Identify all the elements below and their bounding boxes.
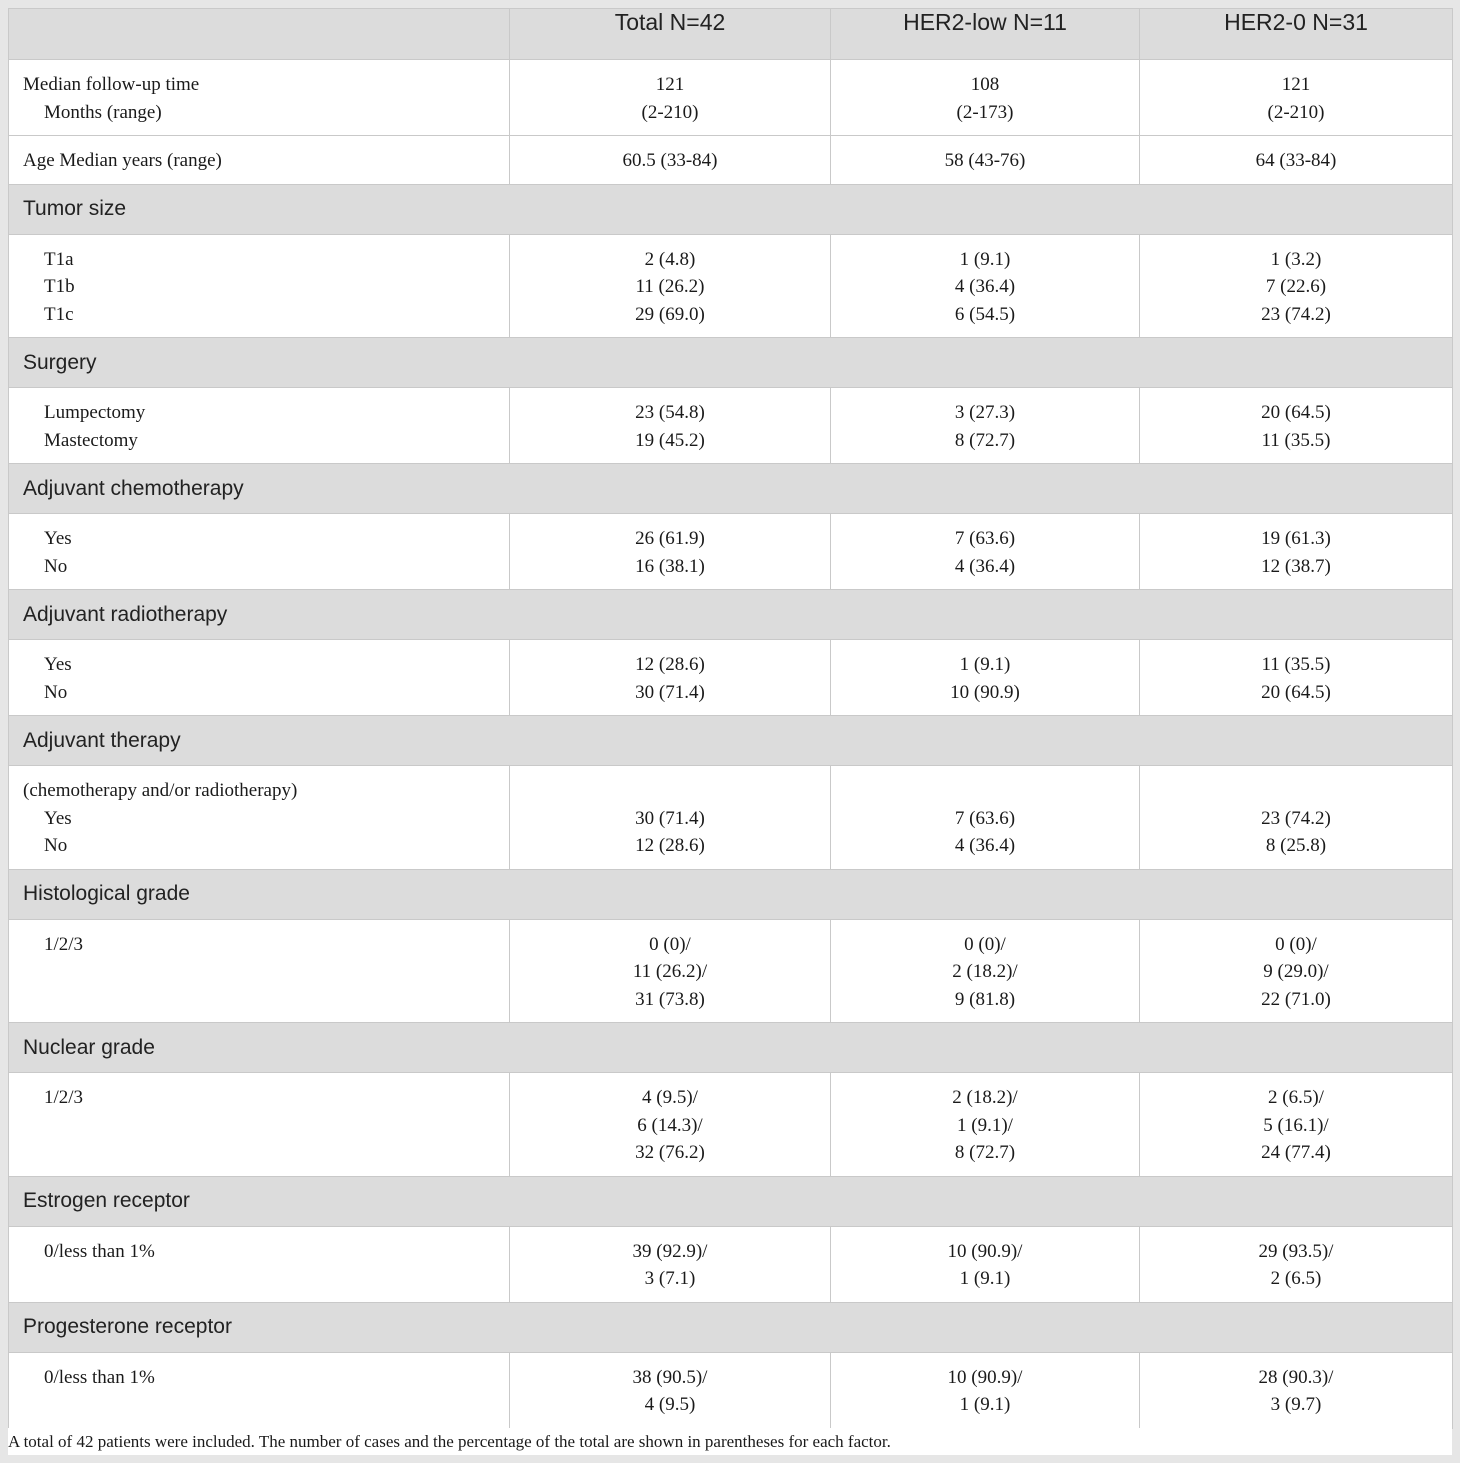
table-row <box>9 1352 1453 1428</box>
table-row <box>9 60 1453 136</box>
total-value <box>510 777 830 805</box>
total-value: 2 (4.8) <box>644 248 696 270</box>
section-heading: Adjuvant chemotherapy <box>9 464 1453 514</box>
total-value-cell <box>510 234 831 338</box>
row-label-cell <box>9 60 510 136</box>
patient-characteristics-table <box>8 8 1453 1429</box>
her2-0-value-cell <box>1140 1073 1453 1177</box>
total-value-cell <box>510 514 831 590</box>
her2-low-value: 4 (36.4) <box>954 555 1016 577</box>
header-total: Total N=42 <box>510 9 831 60</box>
row-label: No <box>44 555 68 577</box>
row-label: Yes <box>44 807 72 829</box>
header-characteristic <box>9 9 510 60</box>
her2-0-value: 23 (74.2) <box>1261 303 1331 325</box>
total-value: 121 <box>655 74 685 95</box>
her2-0-value-cell <box>1140 234 1453 338</box>
total-value: 38 (90.5)/ <box>632 1366 708 1388</box>
row-label-cell <box>9 640 510 716</box>
row-label-cell <box>9 1073 510 1177</box>
her2-low-value-cell <box>831 766 1140 870</box>
her2-low-value <box>831 777 1139 805</box>
her2-0-value: 11 (35.5) <box>1261 429 1331 451</box>
header-row <box>9 9 1453 60</box>
her2-0-value: 24 (77.4) <box>1261 1142 1331 1163</box>
her2-0-value: 8 (25.8) <box>1265 835 1327 856</box>
her2-0-value: (2-210) <box>1267 101 1325 123</box>
row-label: 1/2/3 <box>44 1087 84 1108</box>
total-value: 3 (7.1) <box>644 1268 696 1289</box>
row-label-cell <box>9 234 510 338</box>
section-heading: Adjuvant therapy <box>9 716 1453 766</box>
total-value-cell <box>510 136 831 185</box>
total-value: 19 (45.2) <box>635 429 705 451</box>
section-row <box>9 1176 1453 1226</box>
total-value: 16 (38.1) <box>635 555 705 577</box>
table-row <box>9 919 1453 1023</box>
total-value: (2-210) <box>641 101 699 123</box>
row-label: 0/less than 1% <box>44 1240 155 1262</box>
total-value: 6 (14.3)/ <box>637 1114 703 1136</box>
her2-low-value: 2 (18.2)/ <box>952 1087 1018 1108</box>
total-value: 0 (0)/ <box>649 933 691 955</box>
row-label: 1/2/3 <box>44 933 84 955</box>
table-body <box>9 60 1453 1429</box>
her2-low-value-cell <box>831 1352 1140 1428</box>
her2-0-value: 19 (61.3) <box>1261 528 1331 549</box>
row-label: T1b <box>44 276 75 297</box>
her2-low-value: 10 (90.9) <box>950 681 1020 703</box>
row-label: Yes <box>44 654 72 675</box>
total-value-cell <box>510 766 831 870</box>
table-row <box>9 640 1453 716</box>
row-label-cell <box>9 514 510 590</box>
section-row <box>9 590 1453 640</box>
total-value: 31 (73.8) <box>635 988 705 1010</box>
section-heading: Tumor size <box>9 184 1453 234</box>
table-row <box>9 136 1453 185</box>
section-row <box>9 464 1453 514</box>
her2-low-value-cell <box>831 919 1140 1023</box>
her2-low-value: 58 (43-76) <box>944 150 1026 171</box>
row-label-cell <box>9 1226 510 1302</box>
total-value: 23 (54.8) <box>635 402 705 423</box>
total-value: 30 (71.4) <box>635 807 705 829</box>
her2-0-value: 12 (38.7) <box>1261 555 1331 577</box>
total-value: 26 (61.9) <box>635 528 705 549</box>
her2-0-value <box>1140 777 1452 805</box>
her2-low-value-cell <box>831 514 1140 590</box>
section-heading: Nuclear grade <box>9 1023 1453 1073</box>
row-label-cell <box>9 388 510 464</box>
her2-0-value-cell <box>1140 514 1453 590</box>
her2-low-value: 10 (90.9)/ <box>947 1366 1023 1388</box>
her2-0-value: 64 (33-84) <box>1255 150 1337 171</box>
total-value-cell <box>510 1226 831 1302</box>
total-value-cell <box>510 640 831 716</box>
section-heading: Estrogen receptor <box>9 1176 1453 1226</box>
her2-low-value: 3 (27.3) <box>954 402 1016 423</box>
her2-0-value-cell <box>1140 388 1453 464</box>
her2-low-value: (2-173) <box>956 101 1014 123</box>
table-footnote: A total of 42 patients were included. The number of cases and the percentage of the total are shown in parentheses for each factor. <box>8 1428 1452 1455</box>
row-label: Lumpectomy <box>44 402 146 423</box>
her2-0-value: 20 (64.5) <box>1261 402 1331 423</box>
table-row <box>9 766 1453 870</box>
table-row <box>9 1073 1453 1177</box>
row-label: 0/less than 1% <box>44 1366 155 1388</box>
total-value: 30 (71.4) <box>635 681 705 703</box>
header-her2-low: HER2-low N=11 <box>831 9 1140 60</box>
section-heading: Surgery <box>9 338 1453 388</box>
row-label-cell <box>9 766 510 870</box>
table-row <box>9 234 1453 338</box>
row-label-cell <box>9 1352 510 1428</box>
her2-0-value: 121 <box>1281 74 1311 95</box>
her2-low-value: 1 (9.1) <box>959 654 1011 675</box>
her2-0-value-cell <box>1140 766 1453 870</box>
her2-low-value-cell <box>831 60 1140 136</box>
her2-low-value: 9 (81.8) <box>954 988 1016 1010</box>
her2-low-value: 7 (63.6) <box>954 528 1016 549</box>
her2-low-value-cell <box>831 136 1140 185</box>
her2-0-value-cell <box>1140 1226 1453 1302</box>
her2-low-value: 108 <box>970 74 1000 95</box>
her2-0-value-cell <box>1140 60 1453 136</box>
her2-0-value: 9 (29.0)/ <box>1263 961 1329 982</box>
her2-0-value: 28 (90.3)/ <box>1258 1366 1334 1388</box>
row-label: (chemotherapy and/or radiotherapy) <box>23 780 298 801</box>
her2-low-value-cell <box>831 640 1140 716</box>
section-row <box>9 716 1453 766</box>
section-heading: Progesterone receptor <box>9 1302 1453 1352</box>
row-label: Yes <box>44 528 72 549</box>
section-row <box>9 1023 1453 1073</box>
her2-0-value: 22 (71.0) <box>1261 988 1331 1010</box>
total-value: 4 (9.5)/ <box>642 1087 698 1108</box>
section-row <box>9 184 1453 234</box>
her2-low-value-cell <box>831 1226 1140 1302</box>
her2-low-value: 4 (36.4) <box>954 835 1016 856</box>
total-value-cell <box>510 388 831 464</box>
her2-low-value-cell <box>831 234 1140 338</box>
section-heading: Histological grade <box>9 869 1453 919</box>
section-row <box>9 338 1453 388</box>
row-label: No <box>44 681 68 703</box>
total-value-cell <box>510 1352 831 1428</box>
her2-low-value: 1 (9.1) <box>959 248 1011 270</box>
her2-low-value: 1 (9.1)/ <box>957 1114 1013 1136</box>
her2-low-value: 1 (9.1) <box>959 1268 1011 1289</box>
her2-low-value: 2 (18.2)/ <box>952 961 1018 982</box>
row-label: Mastectomy <box>44 429 138 451</box>
total-value: 12 (28.6) <box>635 835 705 856</box>
her2-0-value: 23 (74.2) <box>1261 807 1331 829</box>
total-value: 4 (9.5) <box>644 1394 696 1415</box>
total-value: 39 (92.9)/ <box>632 1240 708 1262</box>
total-value: 32 (76.2) <box>635 1142 705 1163</box>
her2-low-value-cell <box>831 1073 1140 1177</box>
header-her2-0: HER2-0 N=31 <box>1140 9 1453 60</box>
row-label: Age Median years (range) <box>23 150 222 171</box>
total-value: 11 (26.2) <box>635 276 705 297</box>
her2-0-value: 5 (16.1)/ <box>1263 1114 1329 1136</box>
row-label-cell <box>9 919 510 1023</box>
total-value-cell <box>510 1073 831 1177</box>
her2-low-value: 6 (54.5) <box>954 303 1016 325</box>
her2-low-value: 10 (90.9)/ <box>947 1240 1023 1262</box>
total-value: 11 (26.2)/ <box>632 961 708 982</box>
her2-0-value: 0 (0)/ <box>1275 933 1317 955</box>
her2-low-value: 4 (36.4) <box>954 276 1016 297</box>
section-row <box>9 869 1453 919</box>
row-label: Months (range) <box>44 101 162 123</box>
her2-0-value: 7 (22.6) <box>1265 276 1327 297</box>
table-row <box>9 388 1453 464</box>
row-label-cell <box>9 136 510 185</box>
her2-0-value: 2 (6.5) <box>1270 1268 1322 1289</box>
total-value: 12 (28.6) <box>635 654 705 675</box>
her2-0-value-cell <box>1140 1352 1453 1428</box>
her2-0-value: 3 (9.7) <box>1270 1394 1322 1415</box>
her2-0-value: 29 (93.5)/ <box>1258 1240 1334 1262</box>
her2-0-value-cell <box>1140 640 1453 716</box>
total-value-cell <box>510 60 831 136</box>
row-label: No <box>44 835 68 856</box>
her2-0-value: 1 (3.2) <box>1270 248 1322 270</box>
table-row <box>9 1226 1453 1302</box>
row-label: T1a <box>44 248 74 270</box>
row-label: T1c <box>44 303 74 325</box>
total-value: 29 (69.0) <box>635 303 705 325</box>
her2-low-value-cell <box>831 388 1140 464</box>
her2-low-value: 8 (72.7) <box>954 429 1016 451</box>
her2-0-value-cell <box>1140 136 1453 185</box>
her2-0-value: 11 (35.5) <box>1261 654 1331 675</box>
row-label: Median follow-up time <box>23 74 200 95</box>
total-value-cell <box>510 919 831 1023</box>
her2-0-value: 2 (6.5)/ <box>1268 1087 1324 1108</box>
section-heading: Adjuvant radiotherapy <box>9 590 1453 640</box>
total-value: 60.5 (33-84) <box>622 150 718 171</box>
her2-low-value: 7 (63.6) <box>954 807 1016 829</box>
her2-0-value-cell <box>1140 919 1453 1023</box>
her2-low-value: 8 (72.7) <box>954 1142 1016 1163</box>
section-row <box>9 1302 1453 1352</box>
her2-low-value: 0 (0)/ <box>964 933 1006 955</box>
table-row <box>9 514 1453 590</box>
her2-low-value: 1 (9.1) <box>959 1394 1011 1415</box>
her2-0-value: 20 (64.5) <box>1261 681 1331 703</box>
